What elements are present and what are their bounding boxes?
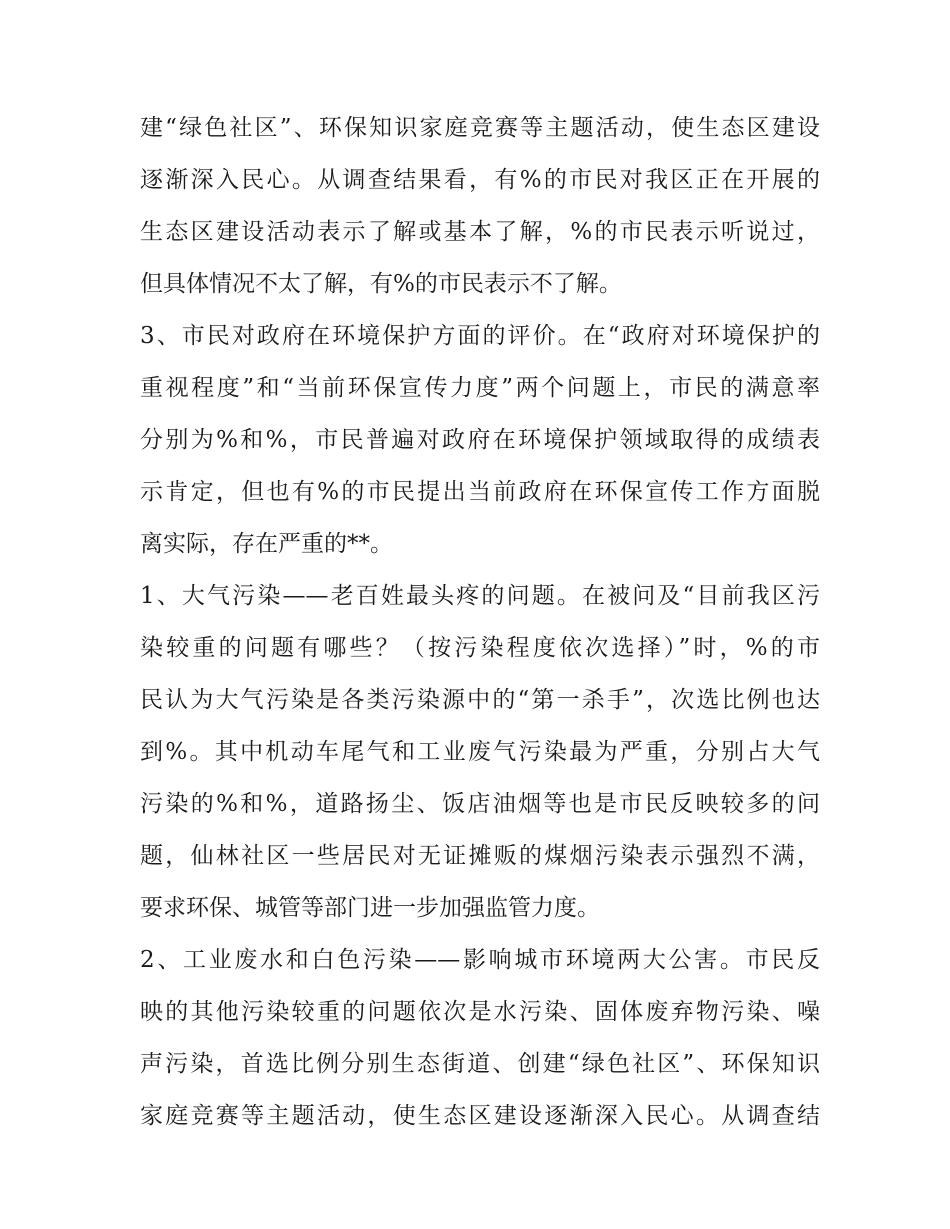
text-line: 民认为大气污染是各类污染源中的“第一杀手”，次选比例也达 [140,687,820,713]
paragraph-green-community [140,102,820,310]
text-line: 污染的%和%，道路扬尘、饭店油烟等也是市民反映较多的问 [140,791,820,817]
text-line: 离实际，存在严重的**。 [140,531,393,557]
text-line: 要求环保、城管等部门进一步加强监管力度。 [140,895,600,921]
text-line: 3、市民对政府在环境保护方面的评价。在“政府对环境保护的 [140,323,820,349]
body-text [140,102,820,1142]
text-line: 家庭竞赛等主题活动，使生态区建设逐渐深入民心。从调查结 [140,1103,820,1129]
paragraph-water-white-pollution [140,934,820,1142]
text-line: 建“绿色社区”、环保知识家庭竞赛等主题活动，使生态区建设 [140,115,820,141]
text-line: 映的其他污染较重的问题依次是水污染、固体废弃物污染、噪 [140,999,820,1025]
text-line: 分别为%和%，市民普遍对政府在环境保护领域取得的成绩表 [140,427,820,453]
text-line: 但具体情况不太了解，有%的市民表示不了解。 [140,271,622,297]
text-line: 题，仙林社区一些居民对无证摊贩的煤烟污染表示强烈不满， [140,843,820,869]
text-line: 声污染，首选比例分别生态街道、创建“绿色社区”、环保知识 [140,1051,820,1077]
text-line: 示肯定，但也有%的市民提出当前政府在环保宣传工作方面脱 [140,479,820,505]
text-line: 染较重的问题有哪些？（按污染程度依次选择）”时，%的市 [140,635,820,661]
text-line: 生态区建设活动表示了解或基本了解，%的市民表示听说过， [140,219,820,245]
text-line: 2、工业废水和白色污染——影响城市环境两大公害。市民反 [140,947,820,973]
paragraph-government-evaluation [140,310,820,570]
text-line: 逐渐深入民心。从调查结果看，有%的市民对我区正在开展的 [140,167,820,193]
text-line: 1、大气污染——老百姓最头疼的问题。在被问及“目前我区污 [140,583,820,609]
paragraph-air-pollution [140,570,820,934]
text-line: 到%。其中机动车尾气和工业废气污染最为严重，分别占大气 [140,739,820,765]
text-line: 重视程度”和“当前环保宣传力度”两个问题上，市民的满意率 [140,375,820,401]
